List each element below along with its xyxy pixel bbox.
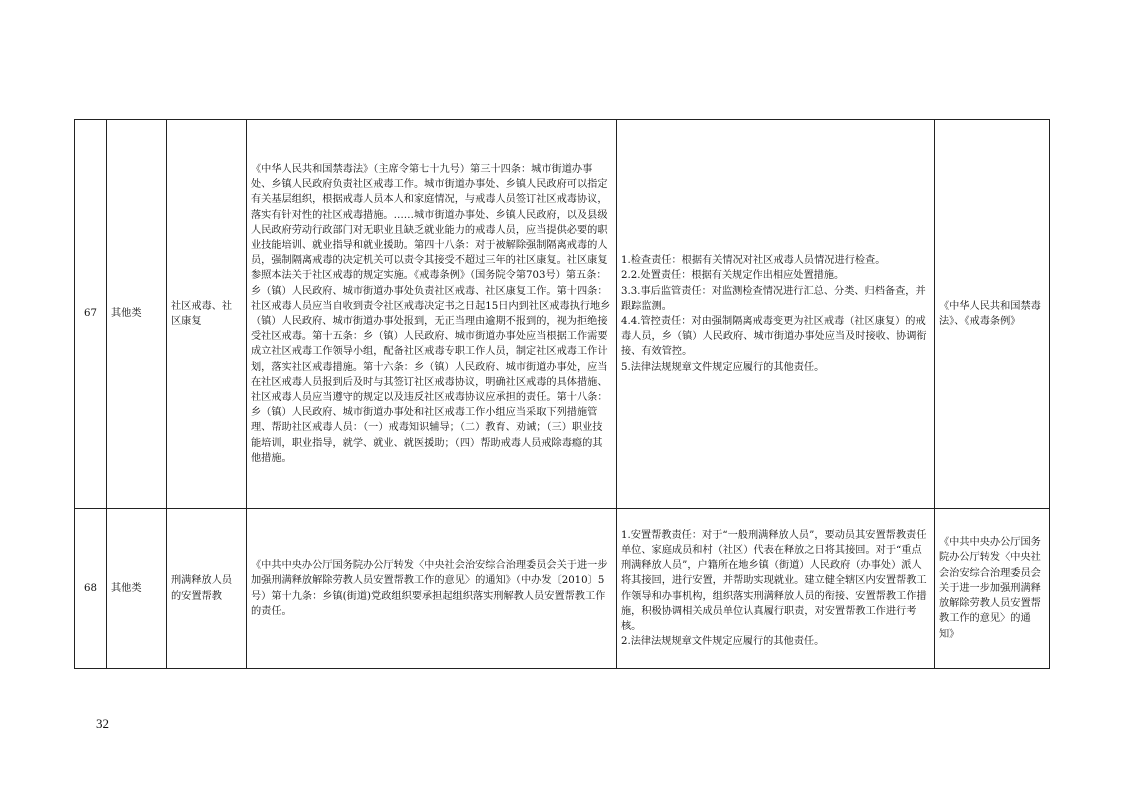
law-reference-cell: 《中华人民共和国禁毒法》、《戒毒条例》 (935, 120, 1050, 509)
legal-basis-cell: 《中共中央办公厅国务院办公厅转发〈中央社会治安综合治理委员会关于进一步加强刑满释放解除劳教人员安置帮教工作的意见〉的通知》（中办发〔2010〕5号）第十九条：乡镇(街道)党政组织要承担起组织落实刑解教人员安置帮教工作的责任。 (247, 509, 617, 669)
legal-basis-cell: 《中华人民共和国禁毒法》（主席令第七十九号）第三十四条：城市街道办事处、乡镇人民政府负责社区戒毒工作。城市街道办事处、乡镇人民政府可以指定有关基层组织，根据戒毒人员本人和家庭情况，与戒毒人员签订社区戒毒协议，落实有针对性的社区戒毒措施。……城市街道办事处、乡镇人民政府，以及县级人民政府劳动行政部门对无职业且缺乏就业能力的戒毒人员，应当提供必要的职业技能培训、就业指导和就业援助。第四十八条：对于被解除强制隔离戒毒的人员，强制隔离戒毒的决定机关可以责令其接受不超过三年的社区康复。社区康复参照本法关于社区戒毒的规定实施。《戒毒条例》（国务院令第703号）第五条：乡（镇）人民政府、城市街道办事处负责社区戒毒、社区康复工作。第十四条：社区戒毒人员应当自收到责令社区戒毒决定书之日起15日内到社区戒毒执行地乡（镇）人民政府、城市街道办事处报到，无正当理由逾期不报到的，视为拒绝接受社区戒毒。第十五条：乡（镇）人民政府、城市街道办事处应当根据工作需要成立社区戒毒工作领导小组，配备社区戒毒专职工作人员，制定社区戒毒工作计划，落实社区戒毒措施。第十六条：乡（镇）人民政府、城市街道办事处，应当在社区戒毒人员报到后及时与其签订社区戒毒协议，明确社区戒毒的具体措施、社区戒毒人员应当遵守的规定以及违反社区戒毒协议应承担的责任。第十八条：乡（镇）人民政府、城市街道办事处和社区戒毒工作小组应当采取下列措施管理、帮助社区戒毒人员：（一）戒毒知识辅导；（二）教育、劝诫；（三）职业技能培训，职业指导，就学、就业、就医援助；（四）帮助戒毒人员戒除毒瘾的其他措施。 (247, 120, 617, 509)
responsibility-item: 4.4.管控责任：对由强制隔离戒毒变更为社区戒毒（社区康复）的戒毒人员，乡（镇）人民政府、城市街道办事处应当及时接收、协调衔接、有效管控。 (621, 316, 927, 358)
responsibility-item: 2.2.处置责任：根据有关规定作出相应处置措施。 (621, 270, 845, 282)
category-cell: 其他类 (107, 120, 167, 509)
row-number: 67 (75, 120, 107, 509)
item-name-cell: 刑满释放人员的安置帮教 (167, 509, 247, 669)
responsibility-table (74, 119, 1050, 669)
table-row (75, 509, 1050, 669)
responsibility-cell (617, 120, 935, 509)
category-cell: 其他类 (107, 509, 167, 669)
law-reference-cell: 《中共中央办公厅国务院办公厅转发〈中央社会治安综合治理委员会 关于进一步加强刑满释放解除劳教人员安置帮教工作的意见〉的通知》 (935, 509, 1050, 669)
row-number: 68 (75, 509, 107, 669)
responsibility-item: 1.检查责任：根据有关情况对社区戒毒人员情况进行检查。 (621, 255, 886, 267)
table-row (75, 120, 1050, 509)
item-name-cell: 社区戒毒、社区康复 (167, 120, 247, 509)
responsibility-cell (617, 509, 935, 669)
page-number: 32 (96, 716, 109, 731)
responsibility-item: 3.3.事后监管责任：对监测检查情况进行汇总、分类、归档备查，并跟踪监测。 (621, 285, 926, 312)
responsibility-item: 2.法律法规规章文件规定应履行的其他责任。 (621, 636, 825, 648)
responsibility-item: 5.法律法规规章文件规定应履行的其他责任。 (621, 361, 825, 373)
responsibility-item: 1.安置帮教责任：对于“一般刑满释放人员”，要动员其安置帮教责任单位、家庭成员和村（社区）代表在释放之日将其接回。对于“重点刑满释放人员”，户籍所在地乡镇（街道）人民政府（办事处）派人将其接回，进行安置，并帮助实现就业。建立健全辖区内安置帮教工作领导和办事机构，组织落实刑满释放人员的衔接、安置帮教工作措施，积极协调相关成员单位认真履行职责，对安置帮教工作进行考核。 (621, 529, 927, 632)
